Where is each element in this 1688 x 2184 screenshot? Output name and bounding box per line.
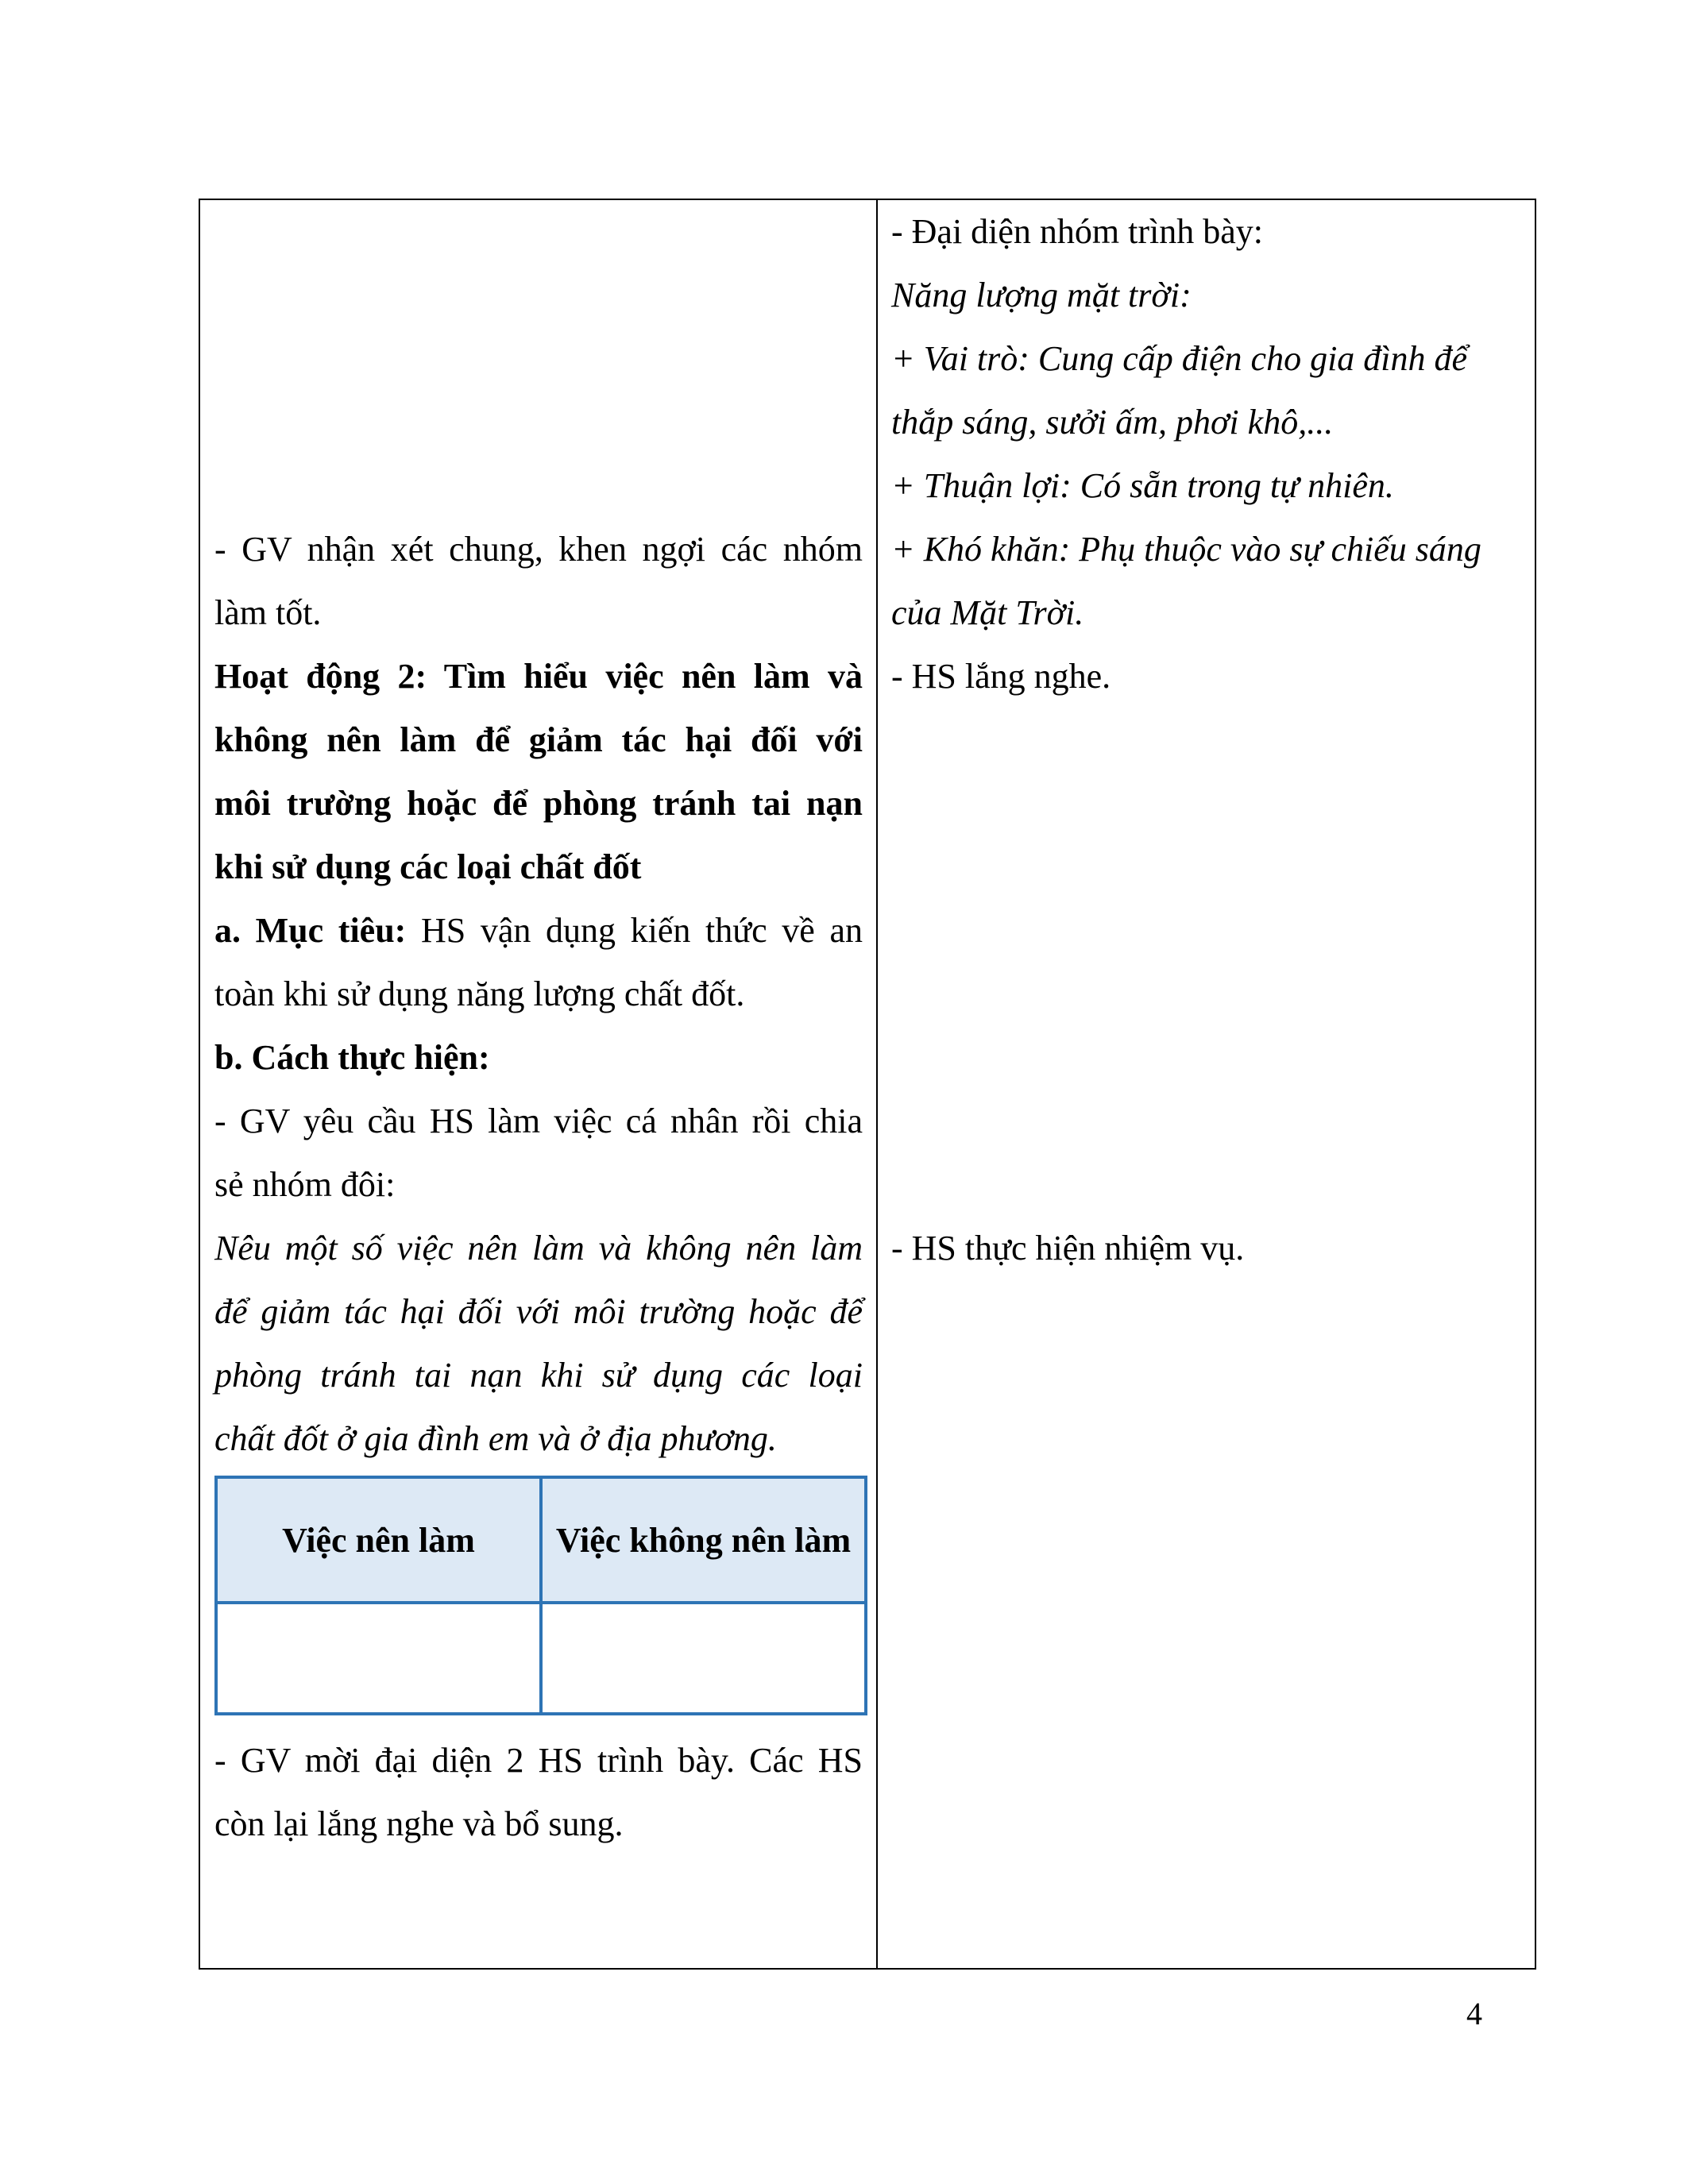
header-should-not-do: Việc không nên làm (541, 1477, 866, 1603)
activity-title-line-3: môi trường hoặc để phòng tránh tai nạn (214, 784, 863, 823)
gv-comment-line-cont: làm tốt. (214, 593, 322, 632)
task-line-3: phòng tránh tai nạn khi sử dụng các loại (214, 1356, 863, 1395)
page-number: 4 (1466, 1996, 1482, 2032)
solar-energy-heading: Năng lượng mặt trời: (891, 276, 1192, 314)
gv-invite-line: - GV mời đại diện 2 HS trình bày. Các HS (214, 1741, 863, 1780)
hs-do-task-line: - HS thực hiện nhiệm vụ. (891, 1229, 1245, 1268)
should-should-not-table (214, 1476, 867, 1715)
role-line-cont: thắp sáng, sưởi ấm, phơi khô,... (891, 403, 1334, 442)
lesson-table (199, 199, 1536, 1970)
should-do-cell (216, 1603, 541, 1714)
method-label: b. Cách thực hiện: (214, 1038, 490, 1077)
goal-line (214, 899, 863, 963)
task-line-1: Nêu một số việc nên làm và không nên làm (214, 1229, 863, 1268)
group-presents-line: - Đại diện nhóm trình bày: (891, 212, 1264, 251)
hs-listen-line: - HS lắng nghe. (891, 657, 1111, 696)
advantage-line: + Thuận lợi: Có sẵn trong tự nhiên. (891, 466, 1394, 505)
role-line: + Vai trò: Cung cấp điện cho gia đình để (891, 339, 1468, 378)
goal-label: a. Mục tiêu: (214, 911, 407, 950)
activity-title-line-2: không nên làm để giảm tác hại đối với (214, 720, 863, 759)
task-line-2: để giảm tác hại đối với môi trường hoặc để (214, 1292, 863, 1331)
goal-line-cont: toàn khi sử dụng năng lượng chất đốt. (214, 974, 745, 1013)
gv-comment-line: - GV nhận xét chung, khen ngợi các nhóm (214, 530, 863, 569)
difficulty-line: + Khó khăn: Phụ thuộc vào sự chiếu sáng (891, 530, 1481, 569)
difficulty-line-cont: của Mặt Trời. (891, 593, 1084, 632)
gv-request-line: - GV yêu cầu HS làm việc cá nhân rồi chia (214, 1102, 863, 1140)
should-not-do-cell (541, 1603, 866, 1714)
activity-title-line-4: khi sử dụng các loại chất đốt (214, 847, 642, 886)
activity-title-line-1: Hoạt động 2: Tìm hiểu việc nên làm và (214, 657, 863, 696)
gv-invite-line-cont: còn lại lắng nghe và bổ sung. (214, 1804, 624, 1843)
gv-request-line-cont: sẻ nhóm đôi: (214, 1165, 396, 1204)
task-line-4: chất đốt ở gia đình em và ở địa phương. (214, 1419, 777, 1458)
goal-text: HS vận dụng kiến thức về an (406, 911, 863, 950)
column-divider (876, 200, 878, 1968)
header-should-do: Việc nên làm (216, 1477, 541, 1603)
